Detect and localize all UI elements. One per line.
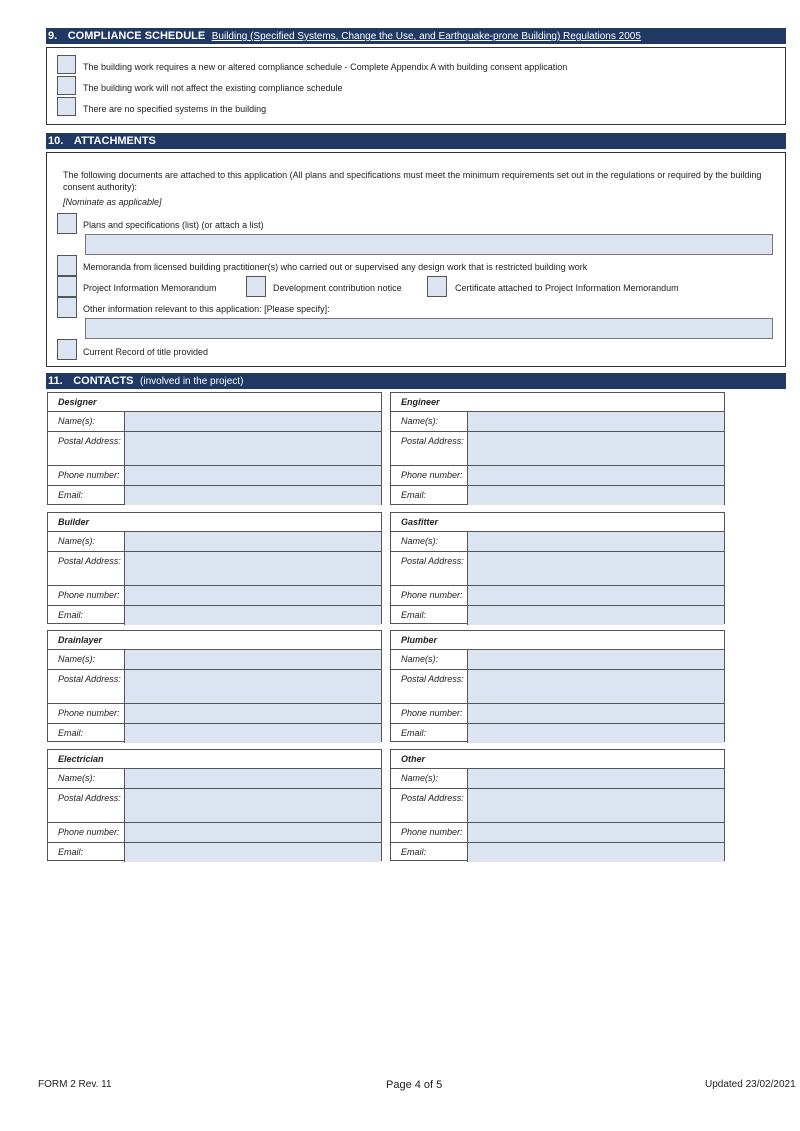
checkbox-pim[interactable] bbox=[57, 276, 77, 297]
contact-address-input[interactable] bbox=[124, 670, 381, 703]
contact-name-input[interactable] bbox=[467, 412, 724, 431]
contact-card-plumber bbox=[390, 630, 725, 742]
contact-row-phone bbox=[48, 822, 381, 842]
certificate-label: Certificate attached to Project Information Memorandum bbox=[455, 283, 679, 293]
contact-address-input[interactable] bbox=[467, 552, 724, 585]
contact-email-input[interactable] bbox=[467, 724, 724, 743]
contact-name-label: Name(s): bbox=[401, 416, 439, 426]
contact-row-name bbox=[48, 768, 381, 788]
contact-row-name bbox=[391, 768, 724, 788]
contact-address-label: Postal Address: bbox=[58, 556, 121, 566]
section-title: ATTACHMENTS bbox=[73, 135, 156, 147]
contact-phone-label: Phone number: bbox=[401, 708, 463, 718]
contact-row-phone bbox=[48, 585, 381, 605]
section-number: 10. bbox=[48, 135, 64, 147]
contact-row-address bbox=[48, 669, 381, 703]
contact-row-address bbox=[391, 788, 724, 822]
contact-email-input[interactable] bbox=[467, 486, 724, 505]
section-9-header bbox=[46, 28, 786, 44]
contact-address-label: Postal Address: bbox=[401, 436, 464, 446]
contact-name-input[interactable] bbox=[124, 769, 381, 788]
contact-card-gasfitter bbox=[390, 512, 725, 624]
contact-address-input[interactable] bbox=[124, 552, 381, 585]
contact-role: Builder bbox=[58, 517, 90, 527]
contact-phone-input[interactable] bbox=[124, 704, 381, 723]
checkbox-record-title[interactable] bbox=[57, 339, 77, 360]
contact-phone-label: Phone number: bbox=[401, 470, 463, 480]
contact-address-label: Postal Address: bbox=[401, 793, 464, 803]
contact-address-input[interactable] bbox=[124, 789, 381, 822]
contact-phone-input[interactable] bbox=[467, 586, 724, 605]
contact-email-input[interactable] bbox=[467, 606, 724, 625]
contact-row-name bbox=[391, 411, 724, 431]
compliance-box bbox=[46, 47, 786, 125]
contact-row-phone bbox=[391, 585, 724, 605]
contact-row-email bbox=[391, 605, 724, 625]
contact-row-phone bbox=[48, 465, 381, 485]
option-no-systems: There are no specified systems in the building bbox=[83, 104, 267, 114]
contact-row-address bbox=[48, 551, 381, 585]
contact-row-phone bbox=[391, 822, 724, 842]
record-title-label: Current Record of title provided bbox=[83, 347, 209, 357]
contact-phone-label: Phone number: bbox=[58, 590, 120, 600]
contact-name-label: Name(s): bbox=[58, 773, 96, 783]
contact-row-address bbox=[48, 431, 381, 465]
checkbox-new-compliance[interactable] bbox=[57, 55, 76, 74]
contact-address-label: Postal Address: bbox=[58, 436, 121, 446]
contact-name-input[interactable] bbox=[124, 532, 381, 551]
section-subtitle: Building (Specified Systems, Change the Use, and Earthquake-prone Building) Regulations 2005 bbox=[211, 31, 641, 42]
contact-email-input[interactable] bbox=[124, 843, 381, 862]
contact-role: Plumber bbox=[401, 635, 438, 645]
section-11-header bbox=[46, 373, 786, 389]
contact-name-label: Name(s): bbox=[58, 416, 96, 426]
other-info-input[interactable] bbox=[85, 318, 773, 339]
contact-phone-input[interactable] bbox=[124, 823, 381, 842]
contact-name-input[interactable] bbox=[467, 532, 724, 551]
contact-phone-label: Phone number: bbox=[58, 470, 120, 480]
contact-row-name bbox=[391, 531, 724, 551]
contact-email-input[interactable] bbox=[124, 606, 381, 625]
contact-name-input[interactable] bbox=[124, 412, 381, 431]
contact-email-label: Email: bbox=[58, 490, 84, 500]
section-number: 9. bbox=[48, 30, 58, 42]
section-10-header bbox=[46, 133, 786, 149]
contact-name-label: Name(s): bbox=[401, 654, 439, 664]
plans-label: Plans and specifications (list) (or attach a list) bbox=[83, 220, 264, 230]
contact-phone-label: Phone number: bbox=[401, 827, 463, 837]
contact-email-label: Email: bbox=[58, 847, 84, 857]
contact-row-email bbox=[48, 723, 381, 743]
contact-address-input[interactable] bbox=[467, 789, 724, 822]
contact-row-email bbox=[391, 485, 724, 505]
memoranda-label: Memoranda from licensed building practitioner(s) who carried out or supervised any design work that is restricted building work bbox=[83, 262, 588, 272]
contact-role: Other bbox=[401, 754, 426, 764]
dev-notice-label: Development contribution notice bbox=[273, 283, 402, 293]
contact-phone-label: Phone number: bbox=[58, 708, 120, 718]
other-info-label: Other information relevant to this application: [Please specify]: bbox=[83, 304, 330, 314]
contact-card-builder bbox=[47, 512, 382, 624]
pim-label: Project Information Memorandum bbox=[83, 283, 217, 293]
contact-email-label: Email: bbox=[401, 728, 427, 738]
contact-role: Electrician bbox=[58, 754, 104, 764]
contact-name-label: Name(s): bbox=[58, 654, 96, 664]
contact-email-label: Email: bbox=[401, 847, 427, 857]
intro-text-line2: consent authority): bbox=[63, 182, 138, 192]
contact-email-label: Email: bbox=[58, 610, 84, 620]
contact-email-input[interactable] bbox=[124, 486, 381, 505]
contact-row-email bbox=[391, 723, 724, 743]
plans-list-input[interactable] bbox=[85, 234, 773, 255]
contact-card-designer bbox=[47, 392, 382, 505]
checkbox-certificate[interactable] bbox=[427, 276, 447, 297]
contact-address-input[interactable] bbox=[467, 670, 724, 703]
checkbox-no-effect[interactable] bbox=[57, 76, 76, 95]
contact-row-phone bbox=[391, 703, 724, 723]
contact-row-address bbox=[48, 788, 381, 822]
contact-card-engineer bbox=[390, 392, 725, 505]
checkbox-no-systems[interactable] bbox=[57, 97, 76, 116]
updated-date: Updated 23/02/2021 bbox=[705, 1079, 796, 1090]
contact-row-email bbox=[48, 842, 381, 862]
contact-address-label: Postal Address: bbox=[401, 674, 464, 684]
contact-row-name bbox=[48, 649, 381, 669]
attachments-box bbox=[46, 152, 786, 367]
contact-row-name bbox=[48, 411, 381, 431]
section-title: COMPLIANCE SCHEDULE bbox=[67, 30, 206, 42]
contact-phone-input[interactable] bbox=[124, 466, 381, 485]
contact-email-input[interactable] bbox=[124, 724, 381, 743]
contact-name-input[interactable] bbox=[467, 769, 724, 788]
contact-email-label: Email: bbox=[58, 728, 84, 738]
contact-role: Engineer bbox=[401, 397, 440, 407]
contact-row-email bbox=[391, 842, 724, 862]
contact-email-input[interactable] bbox=[467, 843, 724, 862]
contact-role: Drainlayer bbox=[58, 635, 103, 645]
contact-row-email bbox=[48, 485, 381, 505]
contact-phone-label: Phone number: bbox=[58, 827, 120, 837]
contact-phone-input[interactable] bbox=[467, 704, 724, 723]
contact-row-address bbox=[391, 551, 724, 585]
contact-phone-input[interactable] bbox=[467, 466, 724, 485]
contact-name-label: Name(s): bbox=[401, 773, 439, 783]
contact-address-input[interactable] bbox=[124, 432, 381, 465]
contact-row-phone bbox=[391, 465, 724, 485]
contact-email-label: Email: bbox=[401, 610, 427, 620]
checkbox-dev-notice[interactable] bbox=[246, 276, 266, 297]
option-no-effect: The building work will not affect the existing compliance schedule bbox=[83, 83, 343, 93]
checkbox-memoranda[interactable] bbox=[57, 255, 77, 276]
form-number: FORM 2 Rev. 11 bbox=[38, 1079, 112, 1090]
contact-card-drainlayer bbox=[47, 630, 382, 742]
contact-row-address bbox=[391, 669, 724, 703]
section-number: 11. bbox=[48, 375, 63, 387]
contact-row-address bbox=[391, 431, 724, 465]
contact-phone-input[interactable] bbox=[467, 823, 724, 842]
page-number: Page 4 of 5 bbox=[386, 1079, 443, 1091]
contact-address-label: Postal Address: bbox=[58, 793, 121, 803]
option-new-compliance: The building work requires a new or altered compliance schedule - Complete Appendix A with building consent application bbox=[83, 62, 568, 72]
checkbox-plans[interactable] bbox=[57, 213, 77, 234]
contact-name-input[interactable] bbox=[124, 650, 381, 669]
contact-card-other bbox=[390, 749, 725, 861]
contact-address-label: Postal Address: bbox=[58, 674, 121, 684]
contact-row-name bbox=[48, 531, 381, 551]
section-subtitle: (involved in the project) bbox=[140, 376, 244, 387]
contact-row-name bbox=[391, 649, 724, 669]
contact-address-label: Postal Address: bbox=[401, 556, 464, 566]
contact-row-phone bbox=[48, 703, 381, 723]
nominate-note: [Nominate as applicable] bbox=[63, 197, 162, 207]
contact-card-electrician bbox=[47, 749, 382, 861]
contact-name-label: Name(s): bbox=[401, 536, 439, 546]
contact-role: Designer bbox=[58, 397, 97, 407]
contact-phone-label: Phone number: bbox=[401, 590, 463, 600]
contact-address-input[interactable] bbox=[467, 432, 724, 465]
section-title: CONTACTS bbox=[73, 375, 134, 387]
checkbox-other-info[interactable] bbox=[57, 297, 77, 318]
contact-email-label: Email: bbox=[401, 490, 427, 500]
contact-row-email bbox=[48, 605, 381, 625]
contact-phone-input[interactable] bbox=[124, 586, 381, 605]
contact-name-label: Name(s): bbox=[58, 536, 96, 546]
contact-role: Gasfitter bbox=[401, 517, 439, 527]
intro-text-line1: The following documents are attached to this application (All plans and specifications must meet the minimum requirements set out in the regulations or required by the building bbox=[63, 170, 762, 180]
contact-name-input[interactable] bbox=[467, 650, 724, 669]
